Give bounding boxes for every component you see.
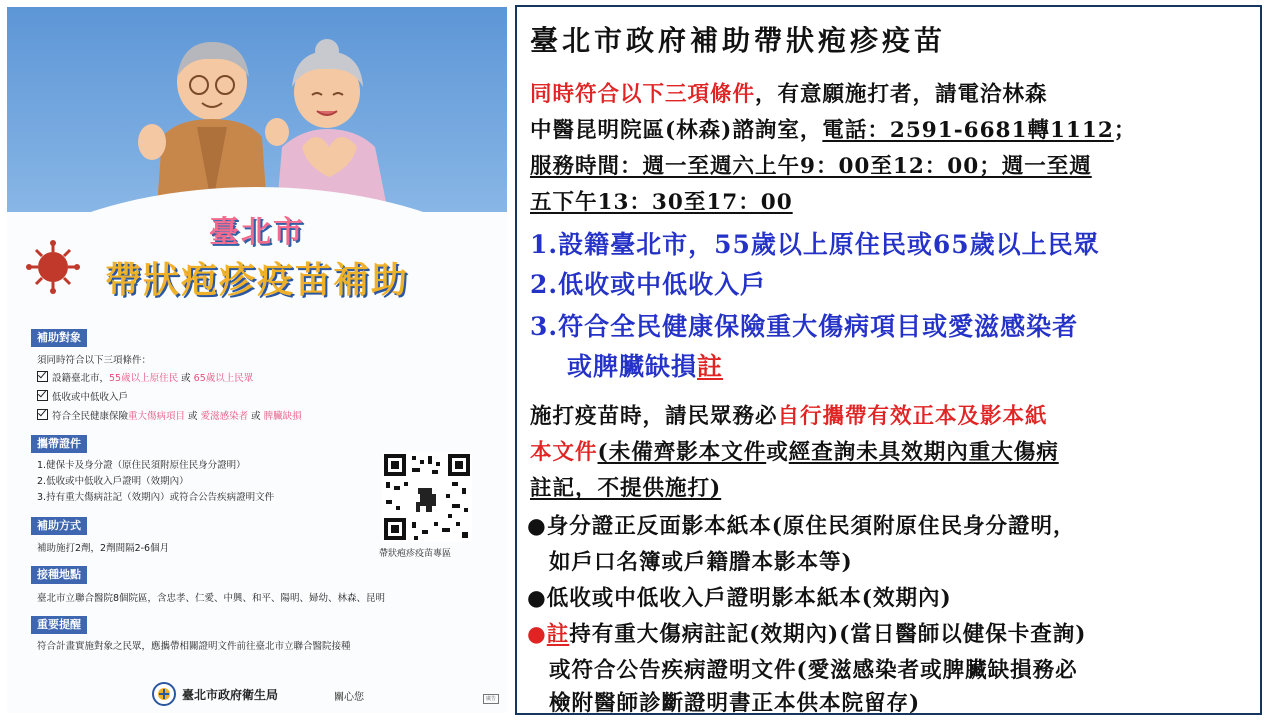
condition-3: 3.符合全民健康保險重大傷病項目或愛滋感染者 bbox=[530, 312, 1079, 341]
document-item-1: 1.健保卡及身分證（原住民須附原住民身分證明） bbox=[37, 460, 246, 471]
ad-badge: 廣告 bbox=[483, 694, 499, 704]
bullet-id-card: ●身分證正反面影本紙本(原住民須附原住民身分證明， bbox=[527, 514, 1076, 539]
condition-2: 2.低收或中低收入戶 bbox=[530, 270, 767, 299]
bullet-icon: ● bbox=[527, 586, 547, 611]
condition-3-continued: 或脾臟缺損註 bbox=[567, 352, 724, 381]
checkbox-checked-icon bbox=[37, 371, 48, 382]
condition-intro-line: 同時符合以下三項條件，有意願施打者，請電洽林森 bbox=[530, 82, 1048, 107]
vaccine-poster bbox=[7, 7, 507, 713]
panel-title: 臺北市政府補助帶狀疱疹疫苗 bbox=[530, 24, 947, 57]
footer-org-name: 臺北市政府衛生局 bbox=[182, 688, 279, 702]
section-header-reminder: 重要提醒 bbox=[31, 616, 87, 634]
bullet-major-illness: ●註持有重大傷病註記(效期內)(當日醫師以健保卡查詢) bbox=[527, 622, 1087, 647]
bullet-icon: ● bbox=[527, 622, 547, 647]
checkbox-checked-icon bbox=[37, 409, 48, 420]
section-header-method: 補助方式 bbox=[31, 517, 87, 535]
service-hours-line-2: 五下午13：30至17：00 bbox=[530, 190, 793, 215]
elderly-couple-illustration bbox=[117, 37, 417, 207]
condition-1: 1.設籍臺北市，55歲以上原住民或65歲以上民眾 bbox=[530, 230, 1100, 259]
sites-text: 臺北市立聯合醫院8個院區，含忠孝、仁愛、中興、和平、陽明、婦幼、林森、昆明 bbox=[37, 593, 386, 604]
section-header-documents: 攜帶證件 bbox=[31, 435, 87, 453]
bullet-id-card-continued: 如戶口名簿或戶籍謄本影本等) bbox=[549, 550, 853, 575]
checkbox-checked-icon bbox=[37, 390, 48, 401]
health-department-logo-icon bbox=[152, 682, 176, 706]
contact-line: 中醫昆明院區(林森)諮詢室，電話：2591-6681轉1112； bbox=[530, 118, 1137, 143]
poster-title-city: 臺北市 bbox=[209, 215, 305, 250]
note-marker: 註 bbox=[697, 352, 724, 381]
qr-caption: 帶狀疱疹疫苗專區 bbox=[379, 549, 452, 559]
notice-line-1: 施打疫苗時，請民眾務必自行攜帶有效正本及影本紙 bbox=[530, 404, 1048, 429]
subsidy-info-panel bbox=[515, 5, 1262, 715]
eligibility-item-2: 低收或中低收入戶 bbox=[37, 389, 128, 403]
bullet-major-illness-continued-1: 或符合公告疾病證明文件(愛滋感染者或脾臟缺損務必 bbox=[549, 658, 1078, 683]
note-marker: 註 bbox=[546, 622, 570, 647]
reminder-text: 符合計畫實施對象之民眾，應攜帶相關證明文件前往臺北市立聯合醫院接種 bbox=[37, 641, 351, 652]
section-header-sites: 接種地點 bbox=[31, 566, 87, 584]
notice-line-3: 註記，不提供施打) bbox=[530, 476, 722, 501]
qr-code[interactable] bbox=[382, 452, 472, 542]
notice-line-2: 本文件(未備齊影本文件或經查詢未具效期內重大傷病 bbox=[530, 440, 1059, 465]
phone-number: 電話：2591-6681轉1112 bbox=[822, 118, 1114, 143]
document-item-3: 3.持有重大傷病註記（效期內）或符合公告疾病證明文件 bbox=[37, 492, 275, 503]
bullet-low-income: ●低收或中低收入戶證明影本紙本(效期內) bbox=[527, 586, 952, 611]
service-hours-line-1: 服務時間：週一至週六上午9：00至12：00；週一至週 bbox=[530, 154, 1092, 179]
poster-title-subsidy: 帶狀疱疹疫苗補助 bbox=[104, 260, 409, 301]
bullet-major-illness-continued-2: 檢附醫師診斷證明書正本供本院留存) bbox=[549, 691, 921, 715]
document-item-2: 2.低收或中低收入戶證明（效期內） bbox=[37, 476, 189, 487]
footer-care-text: 關心您 bbox=[334, 692, 364, 703]
method-text: 補助施打2劑，2劑間隔2-6個月 bbox=[37, 543, 170, 554]
eligibility-item-1: 設籍臺北市，55歲以上原住民 或 65歲以上民眾 bbox=[37, 370, 253, 384]
bullet-icon: ● bbox=[527, 514, 547, 539]
eligibility-item-3: 符合全民健康保險重大傷病項目 或 愛滋感染者 或 脾臟缺損 bbox=[37, 408, 302, 422]
eligibility-intro: 須同時符合以下三項條件： bbox=[37, 355, 152, 366]
section-header-eligibility: 補助對象 bbox=[31, 329, 87, 347]
